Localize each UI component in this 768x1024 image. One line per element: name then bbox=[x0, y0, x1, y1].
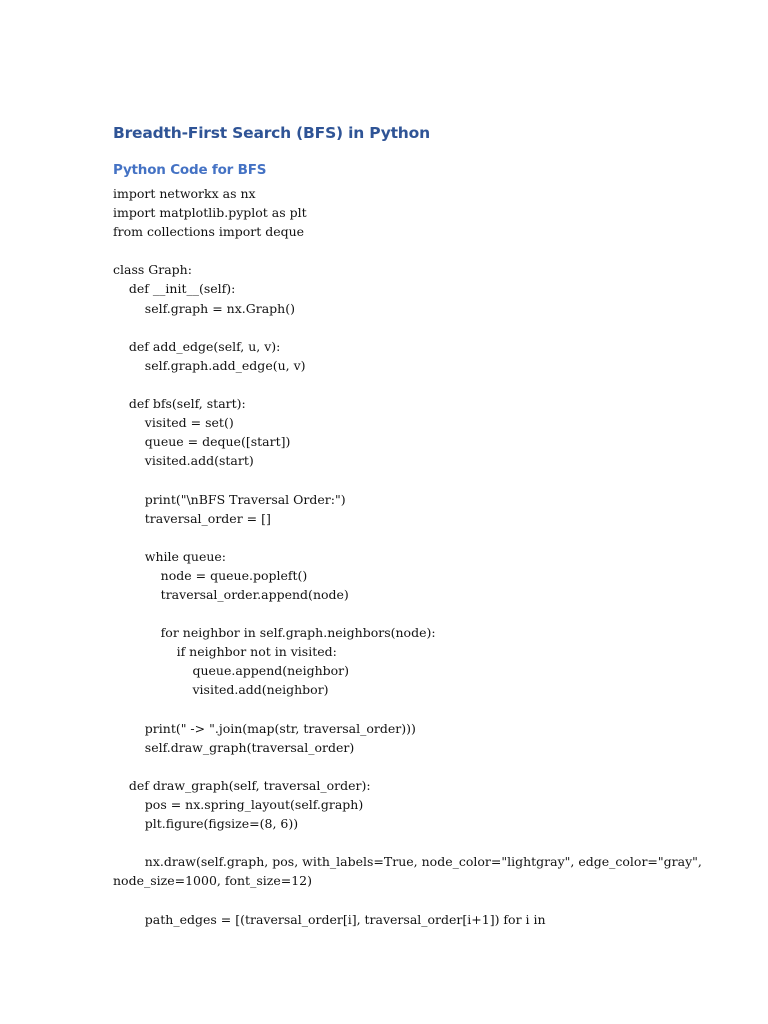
code-line: def bfs(self, start): bbox=[113, 396, 246, 412]
code-line bbox=[113, 833, 673, 852]
code-line: print(" -> ".join(map(str, traversal_order))) bbox=[113, 720, 416, 736]
code-line: self.graph.add_edge(u, v) bbox=[113, 357, 306, 373]
code-line: pos = nx.spring_layout(self.graph) bbox=[113, 797, 364, 812]
code-line: node_size=1000, font_size=12) bbox=[113, 873, 312, 889]
code-line: def add_edge(self, u, v): bbox=[113, 338, 281, 354]
code-line: node = queue.popleft() bbox=[113, 567, 308, 583]
code-line: def draw_graph(self, traversal_order): bbox=[113, 777, 371, 793]
code-line bbox=[113, 700, 673, 719]
code-line bbox=[113, 890, 673, 909]
section-heading: Python Code for BFS bbox=[113, 162, 267, 178]
code-line: plt.figure(figsize=(8, 6)) bbox=[113, 816, 299, 832]
code-line bbox=[113, 241, 673, 260]
document-title: Breadth-First Search (BFS) in Python bbox=[113, 124, 430, 142]
code-line bbox=[113, 757, 673, 776]
code-line: path_edges = [(traversal_order[i], traversal_order[i+1]) for i in bbox=[113, 911, 546, 927]
code-line bbox=[113, 318, 673, 337]
code-line: queue = deque([start]) bbox=[113, 434, 291, 450]
code-line: for neighbor in self.graph.neighbors(node): bbox=[113, 625, 436, 641]
code-line: import matplotlib.pyplot as plt bbox=[113, 205, 307, 221]
code-line: queue.append(neighbor) bbox=[113, 663, 349, 679]
code-line: traversal_order.append(node) bbox=[113, 586, 349, 602]
code-line: def __init__(self): bbox=[113, 281, 236, 297]
code-block bbox=[113, 184, 702, 929]
code-line bbox=[113, 470, 673, 489]
code-line: visited.add(neighbor) bbox=[113, 682, 329, 698]
code-line: self.draw_graph(traversal_order) bbox=[113, 739, 355, 755]
code-line: print("\nBFS Traversal Order:") bbox=[113, 491, 346, 507]
code-line: from collections import deque bbox=[113, 224, 305, 240]
code-line: class Graph: bbox=[113, 262, 192, 278]
code-line bbox=[113, 375, 673, 394]
code-line bbox=[113, 604, 673, 623]
code-line: visited.add(start) bbox=[113, 453, 254, 469]
code-line: self.graph = nx.Graph() bbox=[113, 300, 295, 316]
code-line: import networkx as nx bbox=[113, 186, 256, 201]
code-line: while queue: bbox=[113, 548, 227, 564]
code-line: traversal_order = [] bbox=[113, 510, 271, 526]
code-line: visited = set() bbox=[113, 415, 234, 431]
code-line: nx.draw(self.graph, pos, with_labels=True, node_color="lightgray", edge_color="gray", bbox=[113, 854, 702, 870]
code-line: if neighbor not in visited: bbox=[113, 644, 337, 660]
code-line bbox=[113, 528, 673, 547]
